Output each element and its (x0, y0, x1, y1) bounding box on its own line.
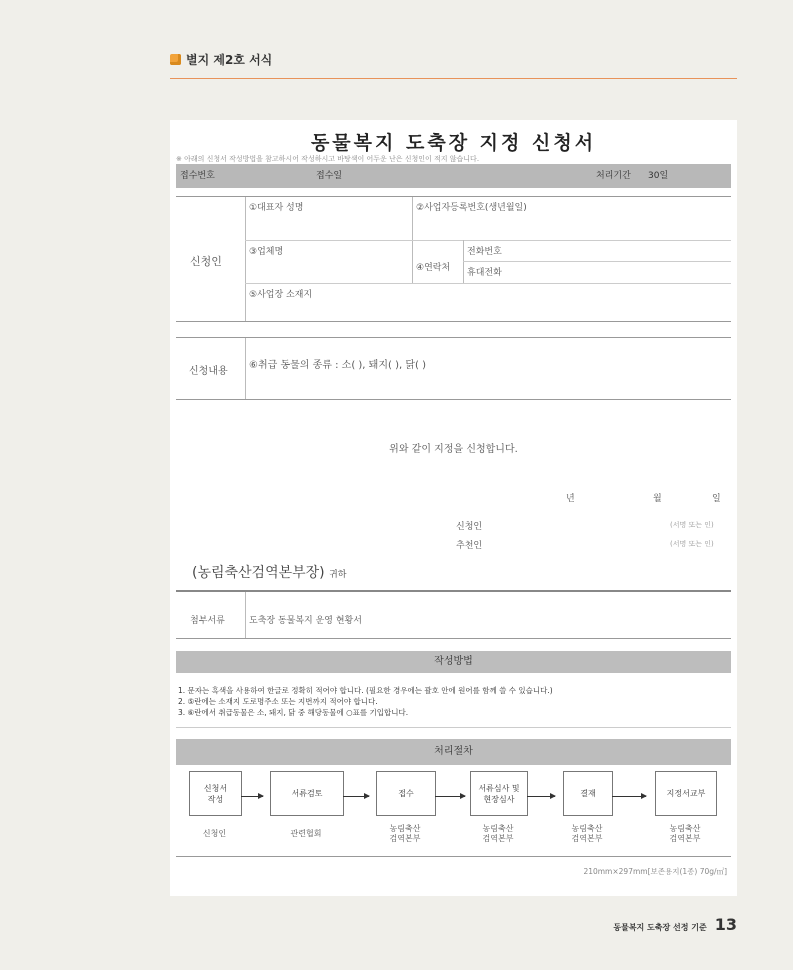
step-text: 현장심사 (483, 794, 515, 804)
footer-title: 동물복지 도축장 선정 기준 (613, 923, 707, 932)
actor-text: 검역본부 (669, 834, 701, 843)
date-day: 일 (712, 494, 721, 504)
instruction-item: 1. 문자는 흑색을 사용하여 한글로 정확히 적어야 합니다. (필요한 경우에는 괄호 안에 원어를 함께 쓸 수 있습니다.) (178, 686, 553, 695)
page-number: 13 (714, 915, 737, 934)
step-text: 결재 (580, 789, 596, 798)
biz-name-field[interactable]: ③업체명 (249, 247, 284, 257)
process-step-2 (270, 771, 344, 816)
applicant-section-label: 신청인 (190, 255, 222, 268)
instruction-item: 2. ⑤란에는 소재지 도로명주소 또는 지번까지 적어야 합니다. (178, 697, 378, 706)
biz-reg-field[interactable]: ②사업자등록번호(생년월일) (416, 203, 527, 213)
form-title: 동물복지 도축장 지정 신청서 (310, 132, 597, 154)
section-header-label: 별지 제2호 서식 (186, 53, 273, 67)
step-text: 작성 (207, 794, 224, 804)
actor-text: 농림축산 (571, 824, 603, 833)
step-text: 지정서교부 (666, 789, 706, 798)
recipient-name: (농림축산검역본부장) (192, 565, 325, 581)
divider (245, 283, 731, 284)
divider (245, 592, 246, 638)
signer-label-applicant: 신청인 (456, 522, 483, 532)
arrow-icon (527, 796, 555, 797)
actor-text: 농림축산 (669, 824, 701, 833)
process-step-6 (655, 771, 717, 816)
recipient-suffix: 귀하 (329, 570, 347, 580)
arrow-icon (343, 796, 369, 797)
page-footer (613, 915, 737, 934)
step-text: 신청서 (203, 783, 228, 793)
instruction-item: 3. ⑥란에서 취급동물은 소, 돼지, 닭 중 해당동물에 ○표를 기입합니다. (178, 708, 409, 717)
process-actor (470, 824, 526, 844)
phone-field[interactable]: 전화번호 (467, 247, 502, 257)
process-step-4 (470, 771, 528, 816)
actor-text: 검역본부 (571, 834, 603, 843)
divider (176, 590, 731, 592)
process-actor (376, 824, 434, 844)
step-text: 서류심사 및 (478, 783, 520, 793)
rep-name-field[interactable]: ①대표자 성명 (249, 203, 304, 213)
divider (176, 321, 731, 322)
recipient (192, 562, 346, 582)
actor-text: 농림축산 (389, 824, 421, 833)
divider (176, 727, 731, 728)
process-actor: 관련협회 (290, 829, 322, 838)
instructions-heading: 작성방법 (176, 651, 731, 673)
process-actor (563, 824, 611, 844)
signature-field-recommender[interactable]: (서명 또는 인) (670, 540, 714, 548)
address-field[interactable]: ⑤사업장 소재지 (249, 290, 313, 300)
paper-spec: 210mm×297mm[보존용지(1종) 70g/㎡] (583, 867, 727, 876)
divider (176, 399, 731, 400)
process-step-1 (189, 771, 242, 816)
reception-date-label: 접수일 (316, 171, 343, 181)
attachments-value: 도축장 동물복지 운영 현황서 (249, 616, 362, 626)
form-note: ※ 아래의 신청서 작성방법을 참고하시어 작성하시고 바탕색이 어두운 난은 신청인이 적지 않습니다. (176, 155, 480, 163)
divider (176, 337, 731, 338)
process-step-5 (563, 771, 613, 816)
application-form (170, 120, 737, 896)
processing-period-value: 30일 (648, 171, 669, 181)
divider (463, 261, 731, 262)
reception-number-label: 접수번호 (180, 171, 215, 181)
statement: 위와 같이 지정을 신청합니다. (389, 444, 518, 455)
arrow-icon (612, 796, 646, 797)
process-actor: 신청인 (202, 829, 227, 838)
signer-label-recommender: 추천인 (456, 541, 483, 551)
step-text: 접수 (398, 789, 414, 798)
section-header (170, 51, 272, 68)
content-section-label: 신청내용 (189, 366, 228, 377)
divider (245, 197, 246, 321)
step-text: 서류검토 (291, 789, 323, 798)
header-divider (170, 78, 737, 79)
contact-label: ④연락처 (416, 263, 451, 273)
actor-text: 농림축산 (482, 824, 514, 833)
actor-text: 검역본부 (389, 834, 421, 843)
mobile-field[interactable]: 휴대전화 (467, 268, 502, 278)
divider (176, 196, 731, 197)
box-icon (170, 54, 181, 65)
actor-text: 검역본부 (482, 834, 514, 843)
process-actor (655, 824, 715, 844)
divider (176, 856, 731, 857)
attachments-label: 첨부서류 (190, 616, 225, 626)
date-year: 년 (566, 494, 575, 504)
divider (245, 338, 246, 399)
process-step-3 (376, 771, 436, 816)
processing-period-label: 처리기간 (596, 171, 631, 181)
divider (245, 240, 731, 241)
signature-field-applicant[interactable]: (서명 또는 인) (670, 521, 714, 529)
animal-type-field[interactable]: ⑥취급 동물의 종류 : 소( ), 돼지( ), 닭( ) (249, 360, 426, 371)
date-month: 월 (653, 494, 662, 504)
divider (176, 638, 731, 639)
arrow-icon (241, 796, 263, 797)
instructions-list (178, 685, 553, 718)
arrow-icon (435, 796, 465, 797)
process-heading: 처리절차 (176, 739, 731, 765)
